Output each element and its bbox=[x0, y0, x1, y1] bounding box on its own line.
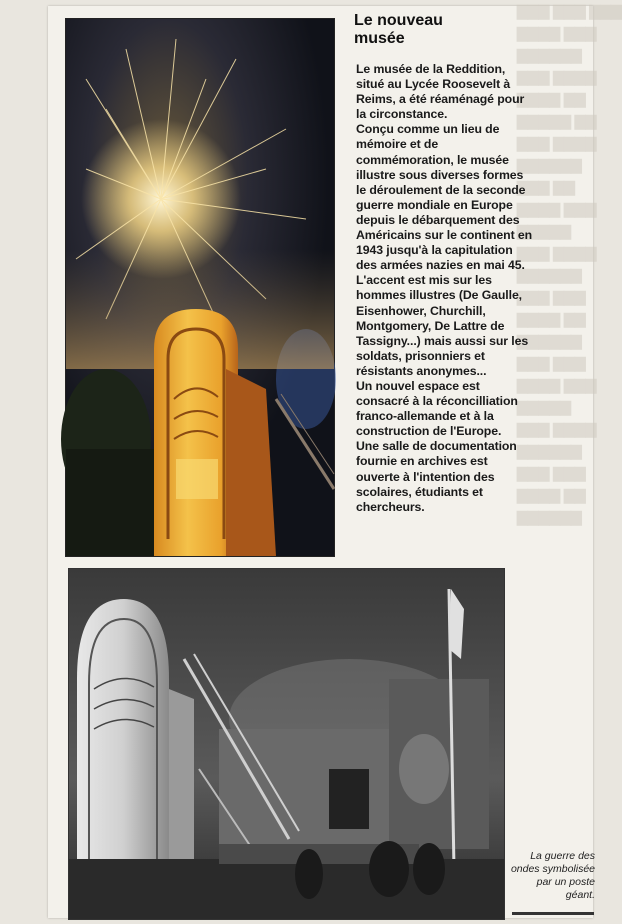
monument-fireworks-photo bbox=[65, 18, 335, 557]
monument-bw-photo bbox=[68, 568, 505, 920]
monument-bw-illustration bbox=[69, 569, 504, 919]
article-paragraph: Une salle de documentation fournie en archives est ouverte à l'intention des scolaires, étudiants et chercheurs. bbox=[356, 439, 517, 514]
fireworks-illustration bbox=[66, 19, 334, 556]
article-body bbox=[356, 62, 534, 515]
article-paragraph: L'accent est mis sur les hommes illustres (De Gaulle, Eisenhower, Churchill, Montgomery, De Lattre de Tassigny...) mais aussi sur les soldats, prisonniers et résistants anonymes... bbox=[356, 273, 529, 378]
article-title-line1: Le nouveau bbox=[354, 12, 443, 29]
article-title-line2: musée bbox=[354, 30, 405, 47]
caption-rule bbox=[512, 912, 594, 915]
show-through-text: ▇▇▇ ▇▇▇ ▇▇▇ ▇▇▇▇ ▇▇▇ ▇▇▇▇▇▇ ▇▇▇ ▇▇▇▇ ▇▇▇▇ ▇▇ ▇▇▇▇▇ ▇▇ ▇▇▇ ▇▇▇▇ ▇▇▇▇▇▇ ▇▇▇ ▇▇ ▇▇▇▇ ▇▇▇ ▇▇▇▇▇ ▇▇▇ ▇▇▇▇ ▇▇▇▇▇▇ ▇▇▇ ▇▇▇ ▇▇▇▇ ▇▇ ▇▇▇▇▇▇ ▇▇▇ ▇▇▇ ▇▇▇▇ ▇▇▇ ▇▇▇▇▇ ▇▇▇ ▇▇▇▇ ▇▇▇▇▇▇ ▇▇▇ ▇▇▇ ▇▇▇▇ ▇▇ ▇▇▇▇▇▇ bbox=[517, 3, 622, 525]
photo-caption: La guerre des ondes symbolisée par un poste géant. bbox=[510, 850, 595, 901]
article-paragraph: Le musée de la Reddition, situé au Lycée Roosevelt à Reims, a été réaménagé pour la circonstance. bbox=[356, 62, 525, 122]
article-paragraph: Un nouvel espace est consacré à la réconcilliation franco-allemande et à la construction de l'Europe. bbox=[356, 378, 518, 439]
article-title bbox=[354, 12, 554, 48]
article-paragraph: Conçu comme un lieu de mémoire et de commémoration, le musée illustre sous diverses formes le déroulement de la seconde guerre mondiale en Europe depuis le débarquement des Américains sur le continent en 1943 jusqu'à la capitulation des armées nazies en mai 45. bbox=[356, 122, 533, 273]
